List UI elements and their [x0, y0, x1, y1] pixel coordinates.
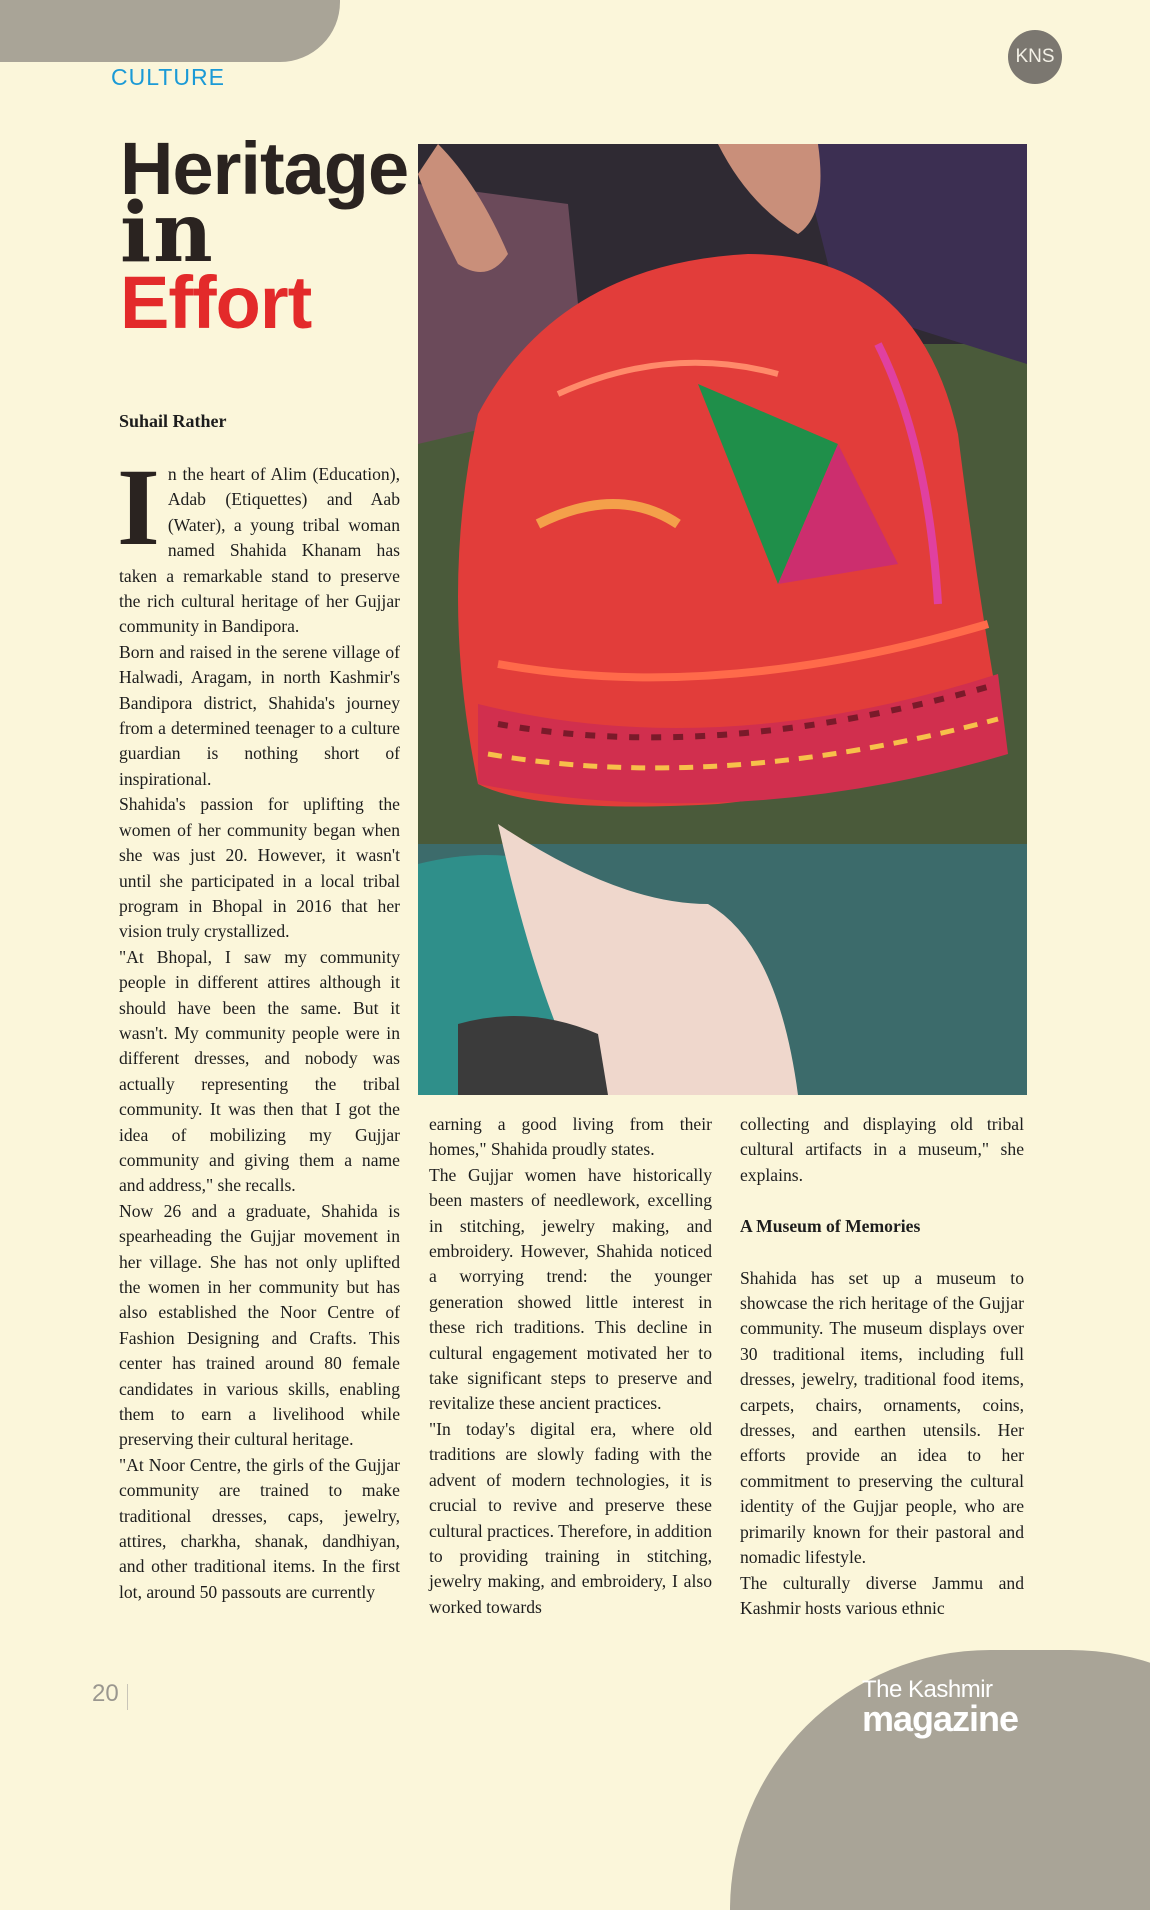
- paragraph: Shahida has set up a museum to showcase the rich heritage of the Gujjar community. The museum displays over 30 traditional items, including full dresses, jewelry, traditional food items, carpets, chairs, ornaments, coins, dresses, and earthen utensils. Her efforts provide an idea to her commitment to preserving the cultural identity of the Gujjar people, who are primarily known for their pastoral and nomadic lifestyle.: [740, 1267, 1024, 1568]
- paragraph: The culturally diverse Jammu and Kashmir hosts various ethnic: [740, 1572, 1024, 1618]
- title-line-1: Heritage: [120, 127, 409, 210]
- article-column-2: [429, 1112, 712, 1620]
- drop-cap: I: [117, 446, 160, 568]
- kns-logo: KNS: [1008, 30, 1062, 84]
- title-line-2: in: [120, 185, 215, 281]
- paragraph: "At Noor Centre, the girls of the Gujjar community are trained to make traditional dresses, caps, jewelry, attires, charkha, shanak, dandhiyan, and other traditional items. In the first lot, around 50 passouts are currently: [119, 1454, 400, 1602]
- paragraph: [117, 446, 400, 640]
- paragraph: "At Bhopal, I saw my community people in different attires although it should have been the same. But it wasn't. My community people were in different dresses, and nobody was actually representing the tribal community. It was then that I got the idea of mobilizing my Gujjar community and giving them a name and address," she recalls.: [119, 946, 400, 1196]
- paragraph: "In today's digital era, where old traditions are slowly fading with the advent of modern technologies, it is crucial to revive and preserve these cultural practices. Therefore, in addition to providing training in stitching, jewelry making, and embroidery, I also worked towards: [429, 1418, 713, 1617]
- page-number-divider: [127, 1684, 128, 1710]
- page-number: 20: [92, 1680, 119, 1707]
- section-label: CULTURE: [111, 64, 225, 90]
- embroidered-cap-photo: [418, 144, 1027, 1095]
- header-tab-shape: [0, 0, 340, 62]
- paragraph: Shahida's passion for uplifting the women of her community began when she was just 20. However, it wasn't until she participated in a local tribal program in Bhopal in 2016 that her vision truly crystallized.: [119, 794, 400, 942]
- paragraph-text: n the heart of Alim (Education), Adab (Etiquettes) and Aab (Water), a young tribal woman named Shahida Khanam has taken a remarkable stand to preserve the rich cultural heritage of her Gujjar community in Bandipora.: [119, 464, 400, 637]
- paragraph: collecting and displaying old tribal cultural artifacts in a museum," she explains.: [740, 1114, 1024, 1185]
- article-column-1: [117, 446, 400, 1605]
- title-line-3: Effort: [120, 261, 312, 344]
- article-title: [120, 127, 409, 344]
- section-subheading: A Museum of Memories: [740, 1216, 921, 1237]
- author-byline: Suhail Rather: [119, 411, 227, 431]
- paragraph: The Gujjar women have historically been masters of needlework, excelling in stitching, jewelry making, and embroidery. However, Shahida noticed a worrying trend: the younger generation showed little interest in these rich traditions. This decline in cultural engagement motivated her to take significant steps to preserve and revitalize these ancient practices.: [429, 1164, 712, 1414]
- paragraph: Now 26 and a graduate, Shahida is spearheading the Gujjar movement in her village. She has not only uplifted the women in her community but has also established the Noor Centre of Fashion Designing and Crafts. This center has trained around 80 female candidates in various skills, enabling them to earn a livelihood while preserving their cultural heritage.: [119, 1200, 400, 1450]
- magazine-logo-line-2: magazine: [862, 1698, 1019, 1739]
- article-column-3: [740, 1112, 1024, 1621]
- paragraph: earning a good living from their homes," Shahida proudly states.: [429, 1114, 712, 1160]
- magazine-logo-line-1: The Kashmir: [862, 1676, 993, 1703]
- magazine-logo: [862, 1676, 1018, 1740]
- paragraph: Born and raised in the serene village of Halwadi, Aragam, in north Kashmir's Bandipora district, Shahida's journey from a determined teenager to a culture guardian is nothing short of inspirational.: [119, 641, 400, 789]
